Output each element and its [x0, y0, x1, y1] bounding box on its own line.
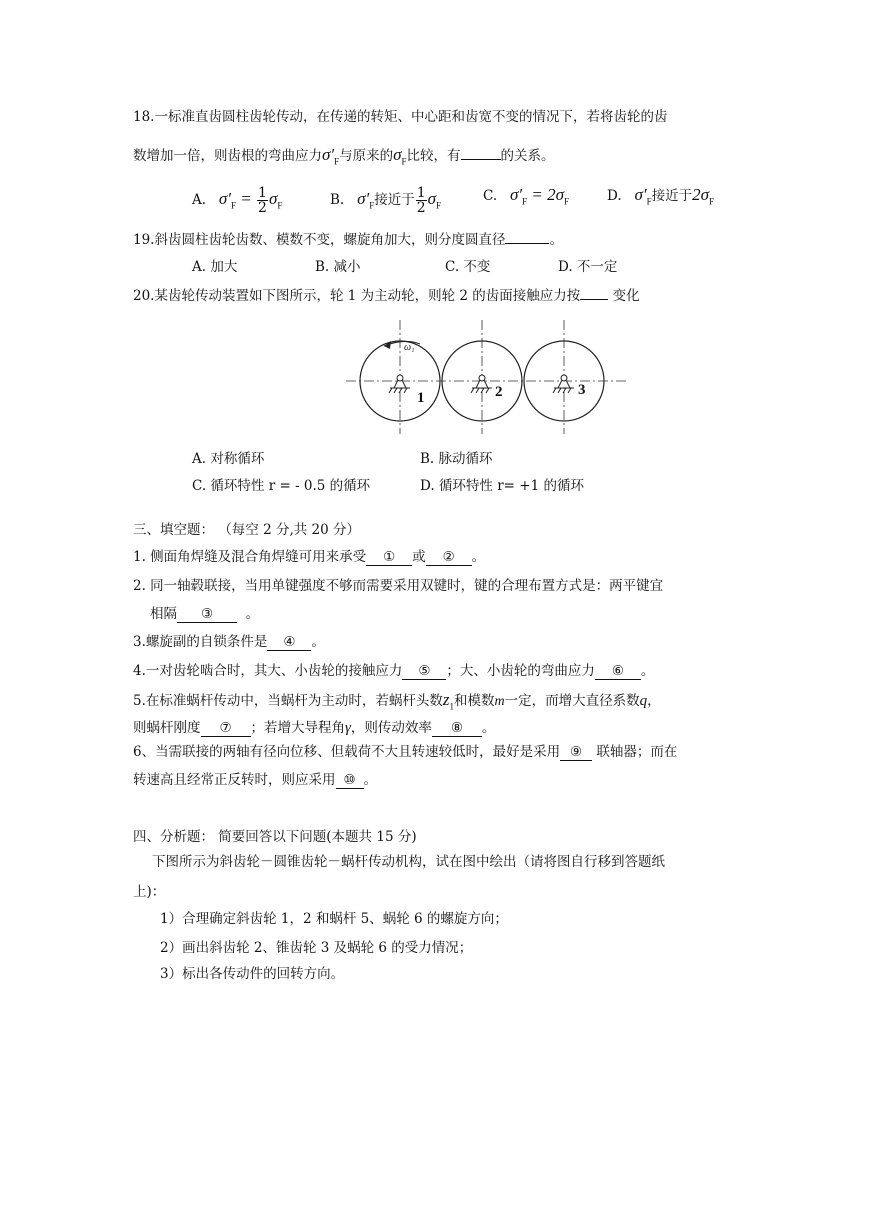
blank-4[interactable]: ④	[267, 634, 311, 651]
section4-intro-line2: 上)：	[133, 884, 166, 900]
q19-option-a[interactable]: A. 加大	[192, 259, 238, 275]
gear-label-3: 3	[578, 382, 586, 398]
section4-item-2: 2）画出斜齿轮 2、锥齿轮 3 及蜗轮 6 的受力情况；	[160, 940, 473, 956]
section3-item6-line2: 转速高且经常正反转时，则应采用 ⑩ 。	[133, 772, 377, 788]
pivot-1	[389, 375, 410, 393]
fraction-half: $\frac{1}{2}$	[416, 185, 426, 216]
q18-line1: 18.一标准直齿圆柱齿轮传动，在传递的转矩、中心距和齿宽不变的情况下，若将齿轮的齿	[133, 109, 668, 125]
q20-option-b[interactable]: B. 脉动循环	[420, 451, 493, 467]
q18-option-a[interactable]: A. $\sigma'_F$ = $\frac{1}{2}$ $\sigma_F$	[192, 185, 283, 216]
section3-item1: 1. 侧面角焊缝及混合角焊缝可用来承受 ① 或 ② 。	[133, 549, 486, 565]
pivot-2	[471, 375, 492, 393]
blank-1[interactable]: ①	[366, 549, 412, 566]
q18-line2-d: 的关系。	[500, 148, 555, 164]
q18-option-b[interactable]: B. $\sigma'_F$接近于 $\frac{1}{2}$ $\sigma_F$	[330, 185, 442, 216]
section3-item5-line2: 则蜗杆刚度 ⑦ ；若增大导程角γ，则传动效率 ⑧ 。	[133, 720, 496, 736]
gear-train-figure	[342, 318, 632, 436]
blank-6[interactable]: ⑥	[595, 663, 641, 680]
blank-8[interactable]: ⑧	[432, 720, 482, 737]
gear-label-1: 1	[417, 390, 425, 406]
section4-title: 四、分析题： 简要回答以下问题(本题共 15 分)	[133, 829, 417, 845]
q18-line2	[133, 146, 555, 170]
q20-option-a[interactable]: A. 对称循环	[192, 451, 265, 467]
q20-answer-blank[interactable]	[580, 299, 608, 300]
q18-option-d[interactable]: D. $\sigma'_F$接近于$2\sigma_F$	[607, 185, 715, 207]
q18-option-c[interactable]: C. $\sigma'_F = 2\sigma_F$	[483, 185, 570, 207]
blank-5[interactable]: ⑤	[402, 663, 446, 680]
sigma-f-symbol: $\sigma_F$	[393, 145, 407, 167]
q19-option-d[interactable]: D. 不一定	[558, 259, 618, 275]
section3-item4: 4.一对齿轮啮合时，其大、小齿轮的接触应力 ⑤ ；大、小齿轮的弯曲应力 ⑥ 。	[133, 663, 655, 679]
section3-item6-line1: 6、当需联接的两轴有径向位移、但载荷不大且转速较低时，最好是采用 ⑨ 联轴器；而在	[133, 744, 678, 760]
q18-line2-c: 比较，有	[406, 148, 461, 164]
blank-2[interactable]: ②	[426, 549, 472, 566]
section4-item-1: 1）合理确定斜齿轮 1，2 和蜗杆 5、蜗轮 6 的螺旋方向；	[160, 911, 508, 927]
blank-3[interactable]: ③	[177, 606, 237, 623]
gear-label-2: 2	[495, 384, 503, 400]
q18-line2-a: 数增加一倍，则齿根的弯曲应力	[133, 148, 322, 164]
section3-item5-line1: 5.在标准蜗杆传动中，当蜗杆为主动时，若蜗杆头数$z_1$和模数m一定，而增大直径系数q，	[133, 690, 661, 712]
q20-line: 20.某齿轮传动装置如下图所示，轮 1 为主动轮，则轮 2 的齿面接触应力按 变化	[133, 288, 640, 304]
omega-label: ω₁	[404, 342, 415, 353]
section4-item-3: 3）标出各传动件的回转方向。	[160, 966, 345, 982]
blank-9[interactable]: ⑨	[560, 744, 592, 761]
section3-item2-line2: 相隔 ③ 。	[150, 606, 260, 622]
fraction-half: $\frac{1}{2}$	[258, 185, 267, 216]
q19-answer-blank[interactable]	[505, 243, 549, 244]
blank-10[interactable]: ⑩	[336, 772, 364, 789]
q19-option-b[interactable]: B. 减小	[315, 259, 361, 275]
section4-intro-line1: 下图所示为斜齿轮－圆锥齿轮－蜗杆传动机构，试在图中绘出（请将图自行移到答题纸	[152, 854, 665, 870]
q19-line: 19.斜齿圆柱齿轮齿数、模数不变，螺旋角加大，则分度圆直径 。	[133, 232, 563, 248]
q18-line2-b: 与原来的	[339, 148, 394, 164]
pivot-3	[553, 375, 574, 393]
q19-option-c[interactable]: C. 不变	[445, 259, 491, 275]
section3-item2-line1: 2. 同一轴毂联接，当用单键强度不够而需要采用双键时，键的合理布置方式是：两平键宜	[133, 578, 664, 594]
q20-option-c[interactable]: C. 循环特性 r = - 0.5 的循环	[192, 478, 371, 494]
q18-answer-blank[interactable]	[461, 159, 501, 160]
section3-title: 三、填空题： （每空 2 分,共 20 分）	[133, 522, 361, 538]
q20-option-d[interactable]: D. 循环特性 r= +1 的循环	[420, 478, 584, 494]
sigma-f-prime-symbol: $\sigma'_F$	[322, 145, 340, 167]
blank-7[interactable]: ⑦	[201, 720, 251, 737]
section3-item3: 3.螺旋副的自锁条件是 ④ 。	[133, 634, 325, 650]
